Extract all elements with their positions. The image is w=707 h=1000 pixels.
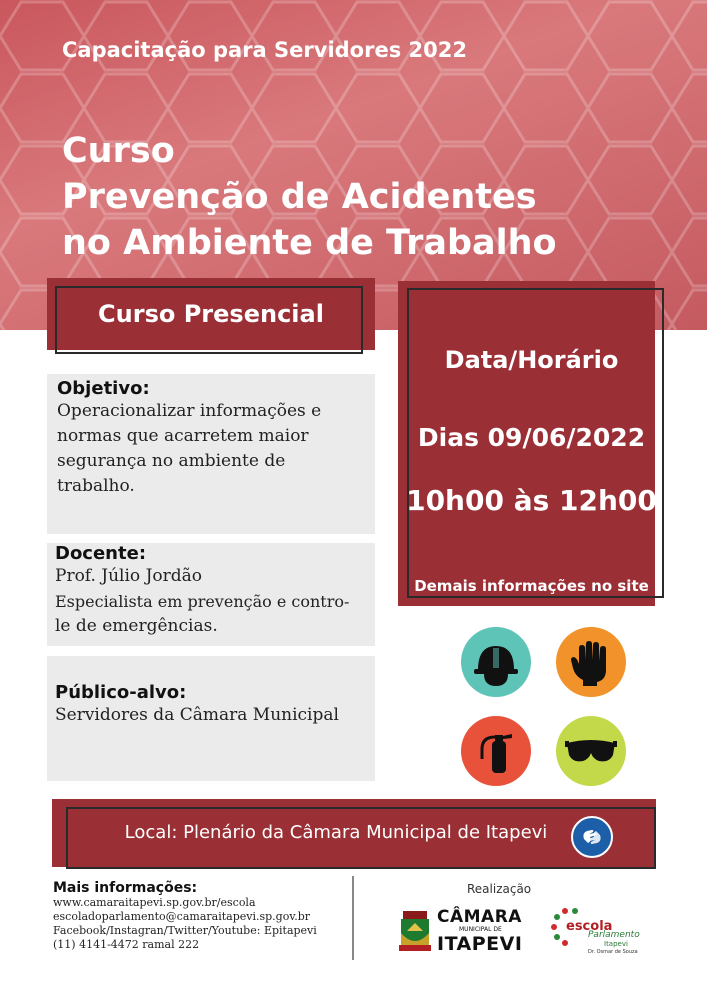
objective-heading: Objetivo:	[57, 378, 150, 399]
footer-divider	[352, 876, 354, 960]
camara-logo	[397, 905, 537, 961]
escola-itapevi: Itapevi	[604, 940, 628, 948]
objective-box	[47, 374, 375, 534]
teacher-line: le de emergências.	[55, 616, 218, 636]
audience-text: Servidores da Câmara Municipal	[55, 705, 339, 725]
objective-text	[57, 399, 365, 499]
teacher-line: Prof. Júlio Jordão	[55, 566, 202, 586]
course-title	[62, 128, 557, 266]
safety-glasses-icon	[556, 716, 626, 786]
objective-line: segurança no ambiente de	[57, 451, 286, 471]
realizacao-label: Realização	[467, 882, 532, 896]
escola-patron: Dr. Osmar de Souza	[588, 949, 638, 955]
footer-contacts	[53, 896, 317, 952]
modality-label: Curso Presencial	[98, 300, 324, 328]
footer-phone-line: (11) 4141-4472 ramal 222	[53, 938, 200, 951]
audience-heading: Público-alvo:	[55, 682, 187, 703]
footer-social-line: Facebook/Instagran/Twitter/Youtube: Epitapevi	[53, 924, 317, 937]
schedule-time: 10h00 às 12h00	[406, 484, 657, 517]
objective-line: normas que acarretem maior	[57, 426, 309, 446]
schedule-heading: Data/Horário	[444, 346, 619, 374]
teacher-heading: Docente:	[55, 543, 147, 564]
location-text: Local: Plenário da Câmara Municipal de Itapevi	[124, 822, 548, 843]
escola-logo	[548, 905, 648, 961]
glove-icon	[556, 627, 626, 697]
teacher-box	[47, 543, 375, 646]
course-title-line: Curso	[62, 131, 175, 171]
objective-line: trabalho.	[57, 476, 135, 496]
camara-subtitle: MUNICIPAL DE	[459, 926, 502, 933]
escola-parlamento: Parlamento	[588, 930, 640, 940]
audience-box	[47, 656, 375, 781]
escola-word: escola	[566, 919, 613, 934]
schedule-note: Demais informações no site	[414, 577, 649, 595]
sign-language-icon	[571, 816, 613, 858]
fire-extinguisher-icon	[461, 716, 531, 786]
objective-line: Operacionalizar informações e	[57, 401, 322, 421]
camara-name: CÂMARA	[437, 907, 522, 927]
footer-email-link[interactable]: escoladoparlamento@camaraitapevi.sp.gov.br	[53, 910, 311, 923]
program-kicker: Capacitação para Servidores 2022	[62, 38, 467, 62]
course-title-line: Prevenção de Acidentes	[62, 177, 537, 217]
footer-website-link[interactable]: www.camaraitapevi.sp.gov.br/escola	[53, 896, 256, 909]
schedule-date: Dias 09/06/2022	[417, 423, 646, 452]
teacher-line: Especialista em prevenção e contro-	[55, 592, 350, 611]
hard-hat-icon	[461, 627, 531, 697]
course-title-line: no Ambiente de Trabalho	[62, 223, 557, 263]
footer-heading: Mais informações:	[53, 880, 198, 896]
coat-of-arms-icon	[397, 909, 433, 955]
itapevi-name: ITAPEVI	[437, 933, 523, 955]
teacher-text	[55, 564, 367, 639]
